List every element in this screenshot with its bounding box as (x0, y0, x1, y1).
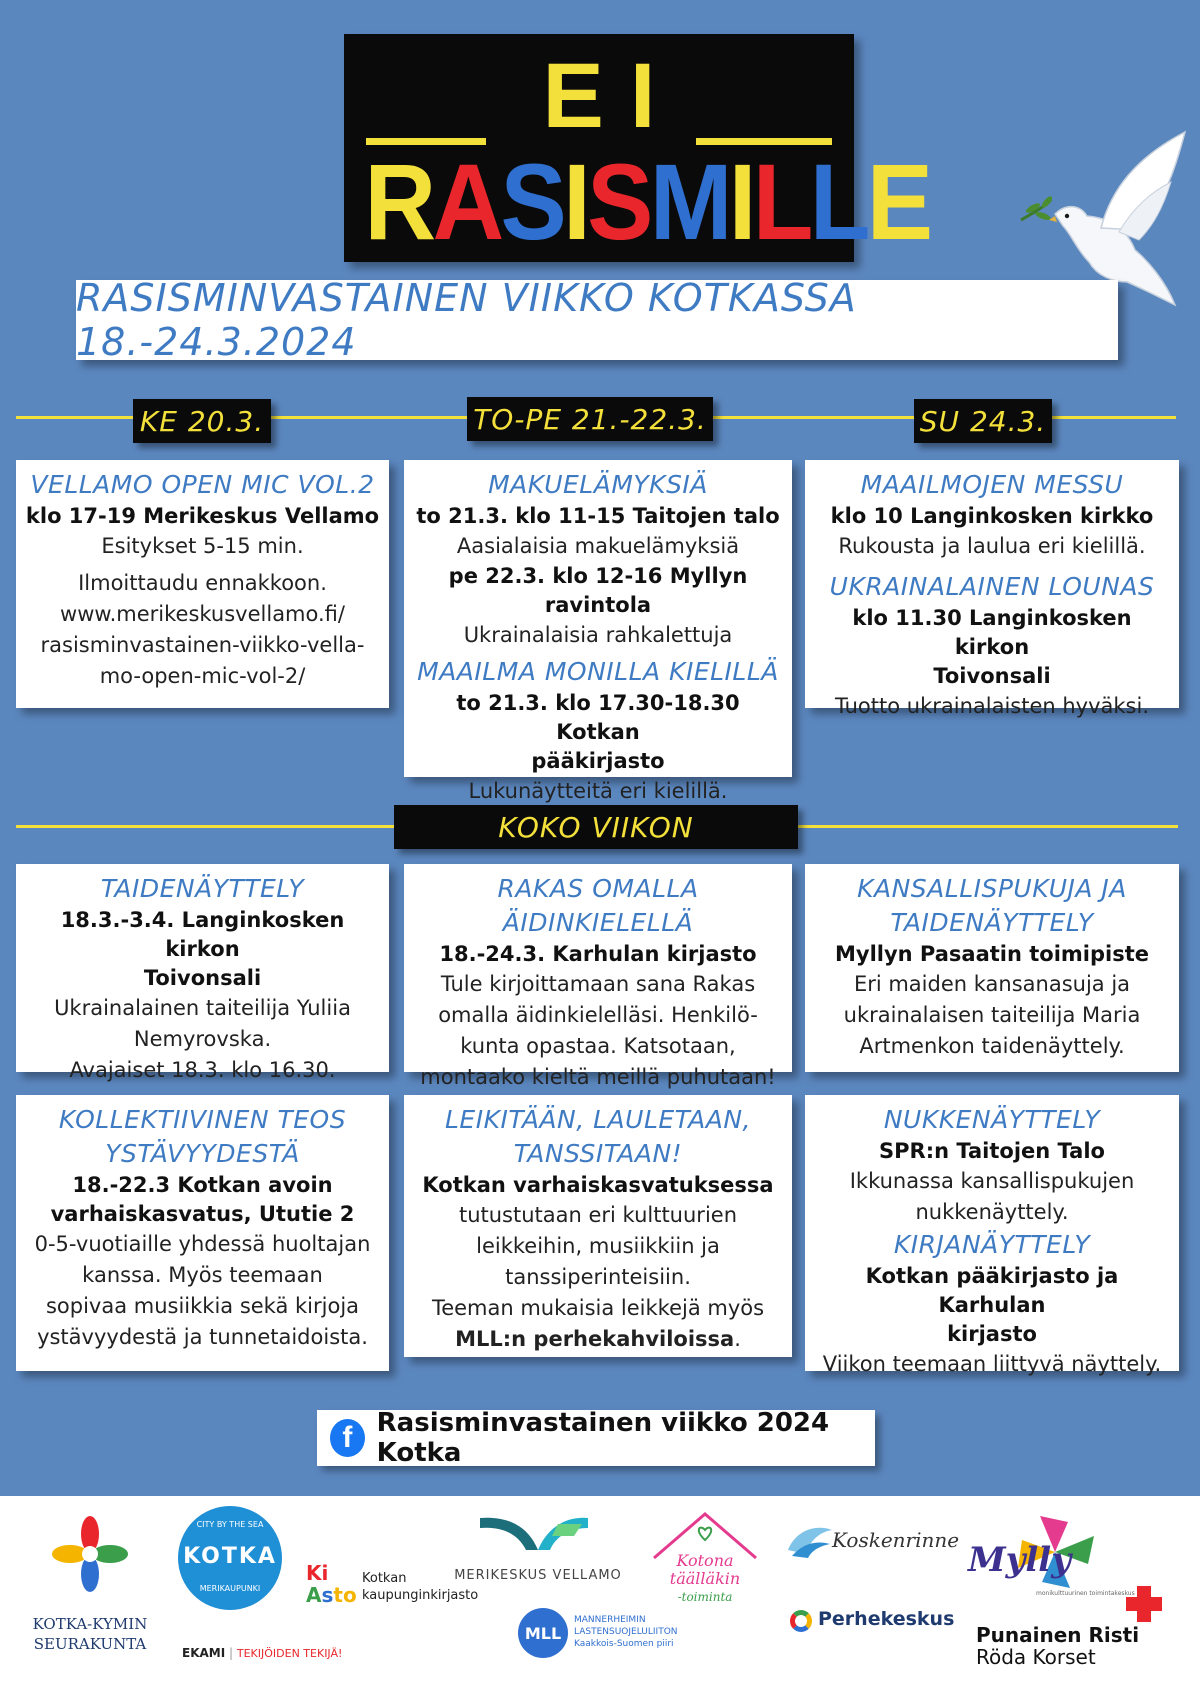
facebook-icon: f (330, 1419, 365, 1457)
title-banner (344, 34, 930, 262)
banner-letter: S (587, 141, 650, 262)
logo-text: MANNERHEIMIN (574, 1615, 646, 1625)
mll-logo: MLL (518, 1608, 568, 1658)
logo-text: Kotkan (362, 1571, 407, 1586)
card-text-tail: . (734, 1327, 741, 1351)
banner-rasismille (364, 141, 930, 262)
card-text: Tuotto ukrainalaisten hyväksi. (834, 694, 1150, 718)
mylly-logo: Mylly (968, 1540, 1071, 1580)
logo-text: SEURAKUNTA (33, 1635, 147, 1653)
card-title: KOLLEKTIIVINEN TEOS (58, 1105, 347, 1134)
logo-text: Kotona (676, 1551, 734, 1570)
vellamo-logo-icon (478, 1510, 590, 1558)
card-open-mic (16, 460, 389, 708)
card-when: pääkirjasto (531, 749, 665, 773)
card-title: MAKUELÄMYKSIÄ (488, 470, 708, 499)
card-title: MAAILMOJEN MESSU (860, 470, 1124, 499)
ekami-logo: EKAMI | TEKIJÖIDEN TEKIJÄ! (182, 1646, 343, 1660)
card-text: Avajaiset 18.3. klo 16.30. (69, 1058, 336, 1082)
card-text: Tule kirjoittamaan sana Rakas (440, 972, 756, 996)
logo-text: LASTENSUOJELULIITON (574, 1627, 678, 1637)
card-text: Teeman mukaisia leikkejä myös (431, 1296, 765, 1320)
kirjasto-mark: Ki Asto (306, 1561, 357, 1607)
card-when: 18.-24.3. Karhulan kirjasto (439, 942, 757, 966)
card-text: Aasialaisia makuelämyksiä (456, 534, 740, 558)
card-title: YSTÄVYYDESTÄ (105, 1139, 300, 1168)
kotona-logo (650, 1552, 760, 1606)
card-when: pe 22.3. klo 12-16 Myllyn ravintola (448, 564, 748, 617)
card-text: Viikon teemaan liittyvä näyttely. (822, 1352, 1162, 1376)
card-when: to 21.3. klo 17.30-18.30 Kotkan (456, 691, 740, 744)
card-text: kanssa. Myös teemaan (82, 1263, 323, 1287)
red-cross-icon (1124, 1584, 1164, 1624)
card-text: nukkenäyttely. (915, 1200, 1069, 1224)
tag-day-sunday: SU 24.3. (914, 399, 1052, 443)
card-text: Ikkunassa kansallispukujen (849, 1169, 1135, 1193)
logo-text: KOTKA-KYMIN (32, 1615, 148, 1633)
card-text: omalla äidinkielelläsi. Henkilö- (438, 1003, 758, 1027)
punainen-risti-logo (976, 1624, 1139, 1668)
banner-letter: E (866, 141, 930, 262)
card-text: Ukrainalaisia rahkalettuja (463, 623, 733, 647)
banner-ei: EI (542, 45, 682, 147)
mylly-tagline: monikulttuurinen toimintakeskus (1036, 1590, 1135, 1597)
card-title: VELLAMO OPEN MIC VOL.2 (30, 470, 375, 499)
logo-text: Röda Korset (976, 1645, 1096, 1669)
banner-letter: S (500, 141, 564, 262)
card-when: klo 10 Langinkosken kirkko (830, 504, 1154, 528)
card-when: klo 17-19 Merikeskus Vellamo (25, 504, 380, 528)
card-title: LEIKITÄÄN, LAULETAAN, (444, 1105, 752, 1134)
kotka-logo (178, 1506, 282, 1610)
card-title: TANSSITAAN! (513, 1139, 683, 1168)
koskenrinne-logo: Koskenrinne (832, 1528, 960, 1552)
card-text: leikkeihin, musiikkiin ja (476, 1234, 720, 1258)
card-rakas (404, 864, 792, 1089)
card-text: Eri maiden kansanasuja ja (853, 972, 1131, 996)
card-title: KANSALLISPUKUJA JA (857, 874, 1127, 903)
vellamo-logo: MERIKESKUS VELLAMO (454, 1568, 622, 1583)
banner-letter: I (728, 141, 753, 262)
card-nukkenayttely (805, 1095, 1179, 1376)
banner-letter: L (752, 141, 810, 262)
card-when: varhaiskasvatus, Ututie 2 (50, 1202, 355, 1226)
card-text: ystävyydestä ja tunnetaidoista. (37, 1325, 368, 1349)
logo-text: Punainen Risti (976, 1623, 1140, 1647)
card-text: 0-5-vuotiaille yhdessä huoltajan (34, 1232, 371, 1256)
card-text: Ukrainalainen taiteilija Yuliia (54, 996, 351, 1020)
sponsor-logos (0, 1496, 1200, 1697)
logo-text: MERIKAUPUNKI (199, 1584, 261, 1593)
mll-text (574, 1614, 678, 1650)
card-text: tanssiperinteisiin. (505, 1265, 691, 1289)
card-title: KIRJANÄYTTELY (893, 1230, 1091, 1259)
logo-text: TEKIJÖIDEN TEKIJÄ! (236, 1647, 343, 1660)
card-taidenayttely (16, 864, 389, 1082)
perhekeskus-icon (790, 1610, 812, 1632)
card-link[interactable]: rasisminvastainen-viikko-vella- (40, 633, 365, 657)
card-messu (805, 460, 1179, 718)
banner-letter: M (649, 141, 729, 262)
card-text (412, 1324, 784, 1355)
card-link[interactable]: mo-open-mic-vol-2/ (99, 664, 306, 688)
logo-text: Kaakkois-Suomen piiri (574, 1639, 674, 1649)
card-title: RAKAS OMALLA ÄIDINKIELELLÄ (497, 874, 699, 937)
card-text: Nemyrovska. (133, 1027, 272, 1051)
card-title: UKRAINALAINEN LOUNAS (829, 572, 1155, 601)
card-text: ukrainalaisen taiteilija Maria (843, 1003, 1141, 1027)
perhekeskus-logo: Perhekeskus (818, 1608, 955, 1630)
card-text: Esitykset 5-15 min. (101, 534, 304, 558)
tag-day-wednesday: KE 20.3. (133, 399, 271, 443)
logo-text: kaupunginkirjasto (362, 1588, 479, 1603)
card-text: tutustutaan eri kulttuurien (458, 1203, 738, 1227)
card-kollektiivinen (16, 1095, 389, 1371)
tag-whole-week: KOKO VIIKON (394, 805, 798, 849)
card-link[interactable]: www.merikeskusvellamo.fi/ (60, 602, 345, 626)
logo-text: KOTKA (183, 1544, 277, 1569)
card-text: Ilmoittaudu ennakkoon. (78, 571, 327, 595)
logo-text: CITY BY THE SEA (196, 1520, 264, 1529)
card-when: Kotkan varhaiskasvatuksessa (422, 1173, 774, 1197)
card-text: montaako kieltä meillä puhutaan! (420, 1065, 776, 1089)
card-makuelamyksia (404, 460, 792, 803)
facebook-link[interactable] (317, 1410, 875, 1466)
card-when: 18.3.-3.4. Langinkosken kirkon (60, 908, 345, 961)
logo-text: täälläkin (669, 1569, 741, 1588)
seurakunta-logo (20, 1614, 160, 1654)
card-title: MAAILMA MONILLA KIELILLÄ (417, 657, 779, 686)
card-when: SPR:n Taitojen Talo (879, 1139, 1105, 1163)
card-title: NUKKENÄYTTELY (883, 1105, 1101, 1134)
subtitle-box (76, 276, 1118, 364)
seurakunta-logo-icon (50, 1514, 130, 1594)
card-when: 18.-22.3 Kotkan avoin (72, 1173, 333, 1197)
subtitle: RASISMINVASTAINEN VIIKKO KOTKASSA 18.-24.3.2024 (76, 276, 857, 364)
card-text: kunta opastaa. Katsotaan, (460, 1034, 736, 1058)
card-text: sopivaa musiikkia sekä kirjoja (45, 1294, 360, 1318)
card-when: Toivonsali (143, 966, 262, 990)
card-text-bold: MLL:n perhekahviloissa (455, 1327, 735, 1351)
card-when: Kotkan pääkirjasto ja Karhulan (865, 1264, 1119, 1317)
tag-day-thu-fri: TO-PE 21.-22.3. (467, 397, 713, 441)
banner-letter: L (809, 141, 867, 262)
card-when: kirjasto (947, 1322, 1037, 1346)
card-title: TAIDENÄYTTELY (890, 908, 1094, 937)
card-when: to 21.3. klo 11-15 Taitojen talo (416, 504, 780, 528)
banner-letter: R (364, 141, 433, 262)
banner-letter: A (432, 141, 501, 262)
card-leikitaan (404, 1095, 792, 1357)
card-when: Myllyn Pasaatin toimipiste (834, 942, 1150, 966)
card-text: Lukunäytteitä eri kielillä. (468, 779, 728, 803)
card-when: Toivonsali (933, 664, 1051, 688)
banner-letter: I (563, 141, 588, 262)
card-title: TAIDENÄYTTELY (100, 874, 305, 903)
facebook-label: Rasisminvastainen viikko 2024 Kotka (376, 1408, 830, 1468)
logo-text: -toiminta (677, 1590, 733, 1604)
card-text: Artmenkon taidenäyttely. (859, 1034, 1125, 1058)
card-text: Rukousta ja laulua eri kielillä. (838, 534, 1146, 558)
wave-icon (786, 1520, 834, 1560)
logo-text: EKAMI (182, 1646, 226, 1660)
card-kansallispukuja (805, 864, 1179, 1072)
card-when: klo 11.30 Langinkosken kirkon (852, 606, 1132, 659)
